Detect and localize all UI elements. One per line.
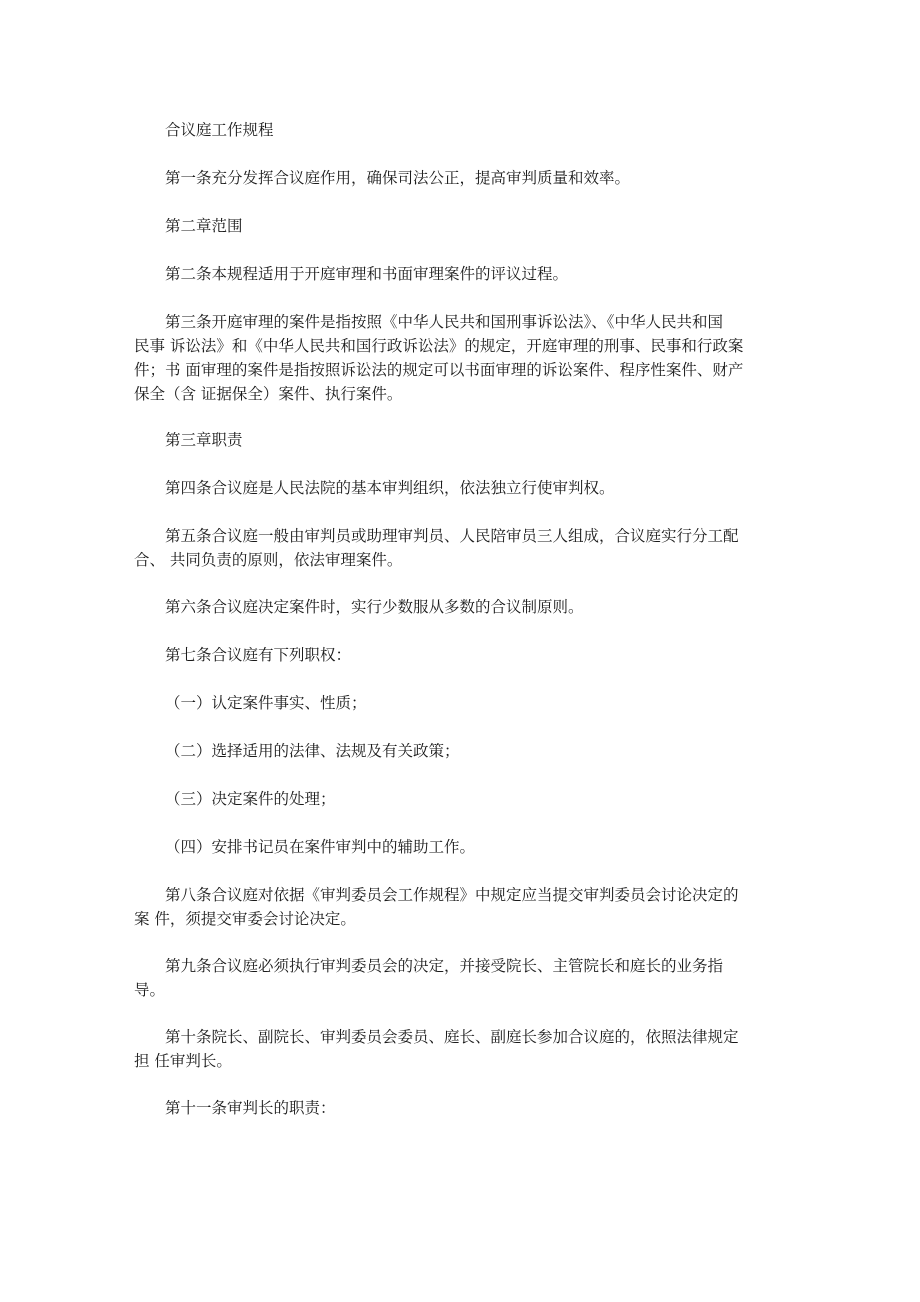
article-11 bbox=[134, 1096, 784, 1120]
paragraph-line: 第二章范围 bbox=[165, 217, 243, 235]
paragraph-line: 第四条合议庭是人民法院的基本审判组织，依法独立行使审判权。 bbox=[165, 479, 615, 497]
paragraph-line: 第十一条审判长的职责： bbox=[165, 1099, 336, 1117]
paragraph-line: 第九条合议庭必须执行审判委员会的决定，并接受院长、主管院长和庭长的业务指 bbox=[165, 957, 724, 975]
list-item-3 bbox=[134, 787, 784, 811]
chapter-3-heading bbox=[134, 428, 784, 452]
paragraph-line: 保全（含 证据保全）案件、执行案件。 bbox=[134, 385, 403, 403]
paragraph-line: 第二条本规程适用于开庭审理和书面审理案件的评议过程。 bbox=[165, 265, 569, 283]
paragraph-line: 第一条充分发挥合议庭作用，确保司法公正，提高审判质量和效率。 bbox=[165, 169, 631, 187]
article-2 bbox=[134, 262, 784, 286]
article-3 bbox=[134, 310, 784, 406]
paragraph-line: 第五条合议庭一般由审判员或助理审判员、人民陪审员三人组成，合议庭实行分工配 bbox=[165, 527, 739, 545]
paragraph-line: 第三章职责 bbox=[165, 431, 243, 449]
paragraph-line: 件；书 面审理的案件是指按照诉讼法的规定可以书面审理的诉讼案件、程序性案件、财产 bbox=[134, 361, 744, 379]
document-title bbox=[134, 118, 784, 142]
paragraph-line: 第三条开庭审理的案件是指按照《中华人民共和国刑事诉讼法》、《中华人民共和国 bbox=[165, 313, 724, 331]
paragraph-line: 第八条合议庭对依据《审判委员会工作规程》中规定应当提交审判委员会讨论决定的 bbox=[165, 886, 739, 904]
article-9 bbox=[134, 954, 784, 1002]
paragraph-line: 案 件，须提交审委会讨论决定。 bbox=[134, 910, 356, 928]
list-item-4 bbox=[134, 835, 784, 859]
article-5 bbox=[134, 524, 784, 572]
paragraph-line: 第七条合议庭有下列职权： bbox=[165, 646, 352, 664]
article-4 bbox=[134, 476, 784, 500]
paragraph-line: 民事 诉讼法》和《中华人民共和国行政诉讼法》的规定，开庭审理的刑事、民事和行政案 bbox=[134, 337, 744, 355]
title-line: 合议庭工作规程 bbox=[165, 121, 274, 139]
paragraph-line: （四）安排书记员在案件审判中的辅助工作。 bbox=[165, 838, 476, 856]
list-item-2 bbox=[134, 739, 784, 763]
article-10 bbox=[134, 1025, 784, 1073]
paragraph-line: 导。 bbox=[134, 981, 166, 999]
paragraph-line: （二）选择适用的法律、法规及有关政策； bbox=[165, 742, 460, 760]
paragraph-line: （一）认定案件事实、性质； bbox=[165, 694, 367, 712]
list-item-1 bbox=[134, 691, 784, 715]
article-1 bbox=[134, 166, 784, 190]
article-8 bbox=[134, 883, 784, 931]
paragraph-line: 第六条合议庭决定案件时，实行少数服从多数的合议制原则。 bbox=[165, 598, 584, 616]
paragraph-line: 合、 共同负责的原则，依法审理案件。 bbox=[134, 551, 403, 569]
paragraph-line: 担 任审判长。 bbox=[134, 1052, 232, 1070]
paragraph-line: 第十条院长、副院长、审判委员会委员、庭长、副庭长参加合议庭的，依照法律规定 bbox=[165, 1028, 739, 1046]
article-7 bbox=[134, 643, 784, 667]
paragraph-line: （三）决定案件的处理； bbox=[165, 790, 336, 808]
chapter-2-heading bbox=[134, 214, 784, 238]
article-6 bbox=[134, 595, 784, 619]
